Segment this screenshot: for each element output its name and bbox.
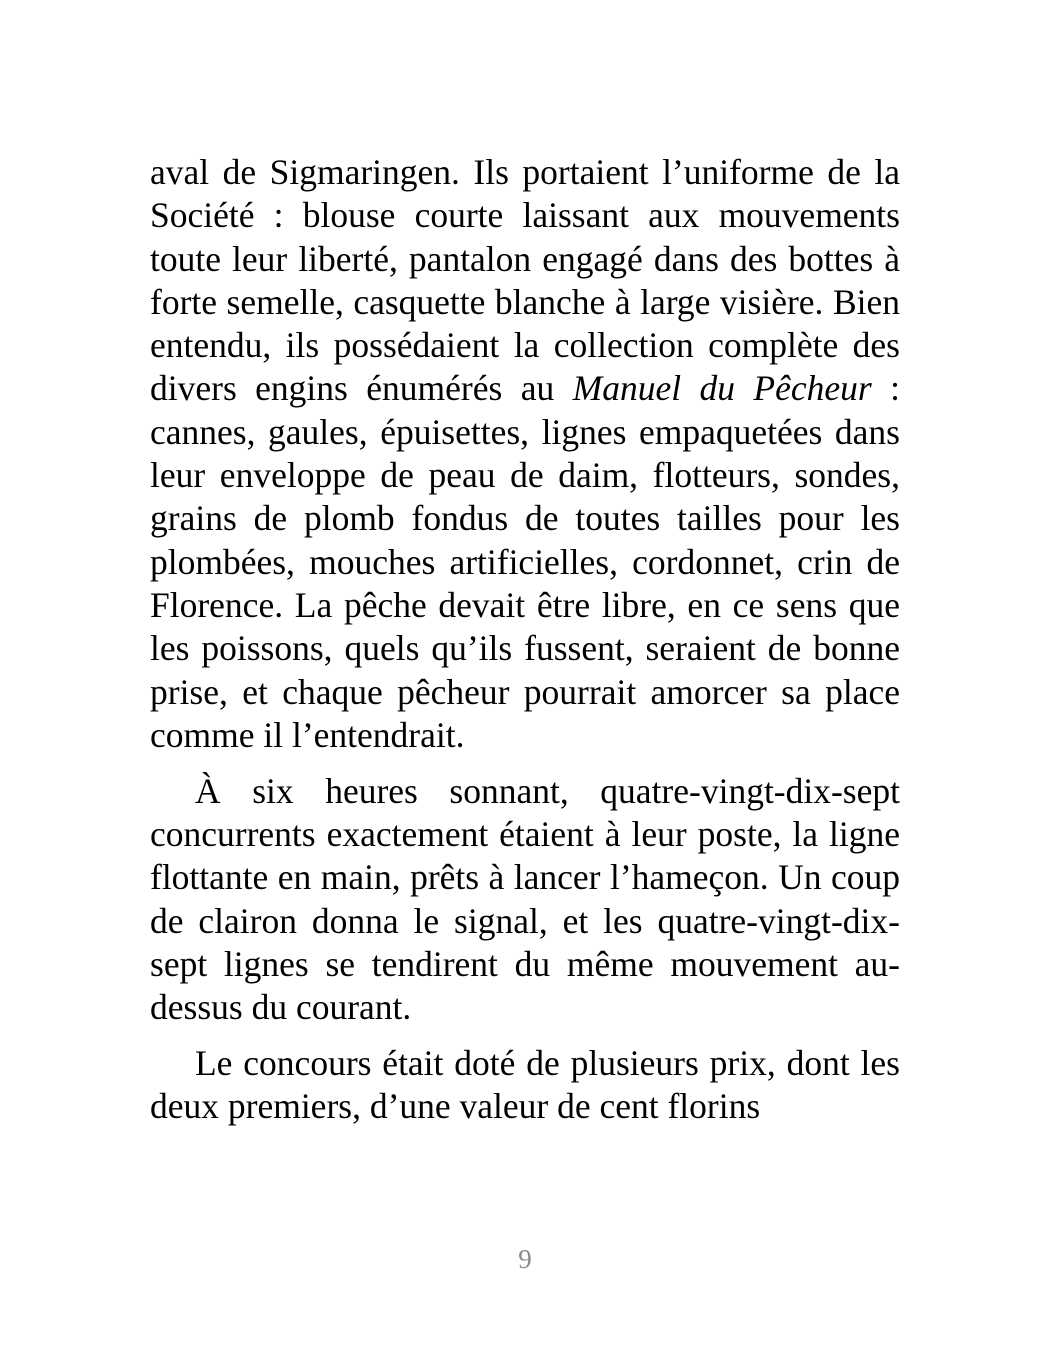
paragraph-2: À six heures sonnant, quatre-vingt-dix-sept concurrents exactement étaient à leur poste, la ligne flottante en main, prêts à lancer l’hameçon. Un coup de clairon donna le signal, et les quatre-vingt-dix-sept lignes se tendirent du même mouvement au-dessus du courant. (150, 770, 900, 1028)
body-text (150, 151, 900, 1129)
book-title-manuel-du-pecheur: Manuel du Pêcheur (572, 368, 872, 409)
page-number: 9 (518, 1244, 532, 1274)
paragraph-3: Le concours était doté de plusieurs prix, dont les deux premiers, d’une valeur de cent florins (150, 1042, 900, 1127)
paragraph-1-text-start: aval de Sigmaringen. Ils portaient l’uniforme de la Société : blouse courte laissant aux mouvements toute leur liberté, pantalon engagé dans des bottes à forte semelle, casquette blanche à large visière. Bien entendu, ils possédaient la collection complète des divers engins énumérés au (150, 152, 900, 409)
paragraph-1-text-end: : cannes, gaules, épuisettes, lignes empaquetées dans leur enveloppe de peau de daim, flotteurs, sondes, grains de plomb fondus de toutes tailles pour les plombées, mouches artificielles, cordonnet, crin de Florence. La pêche devait être libre, en ce sens que les poissons, quels qu’ils fussent, seraient de bonne prise, et chaque pêcheur pourrait amorcer sa place comme il l’entendrait. (150, 368, 901, 755)
paragraph-1 (150, 151, 900, 757)
